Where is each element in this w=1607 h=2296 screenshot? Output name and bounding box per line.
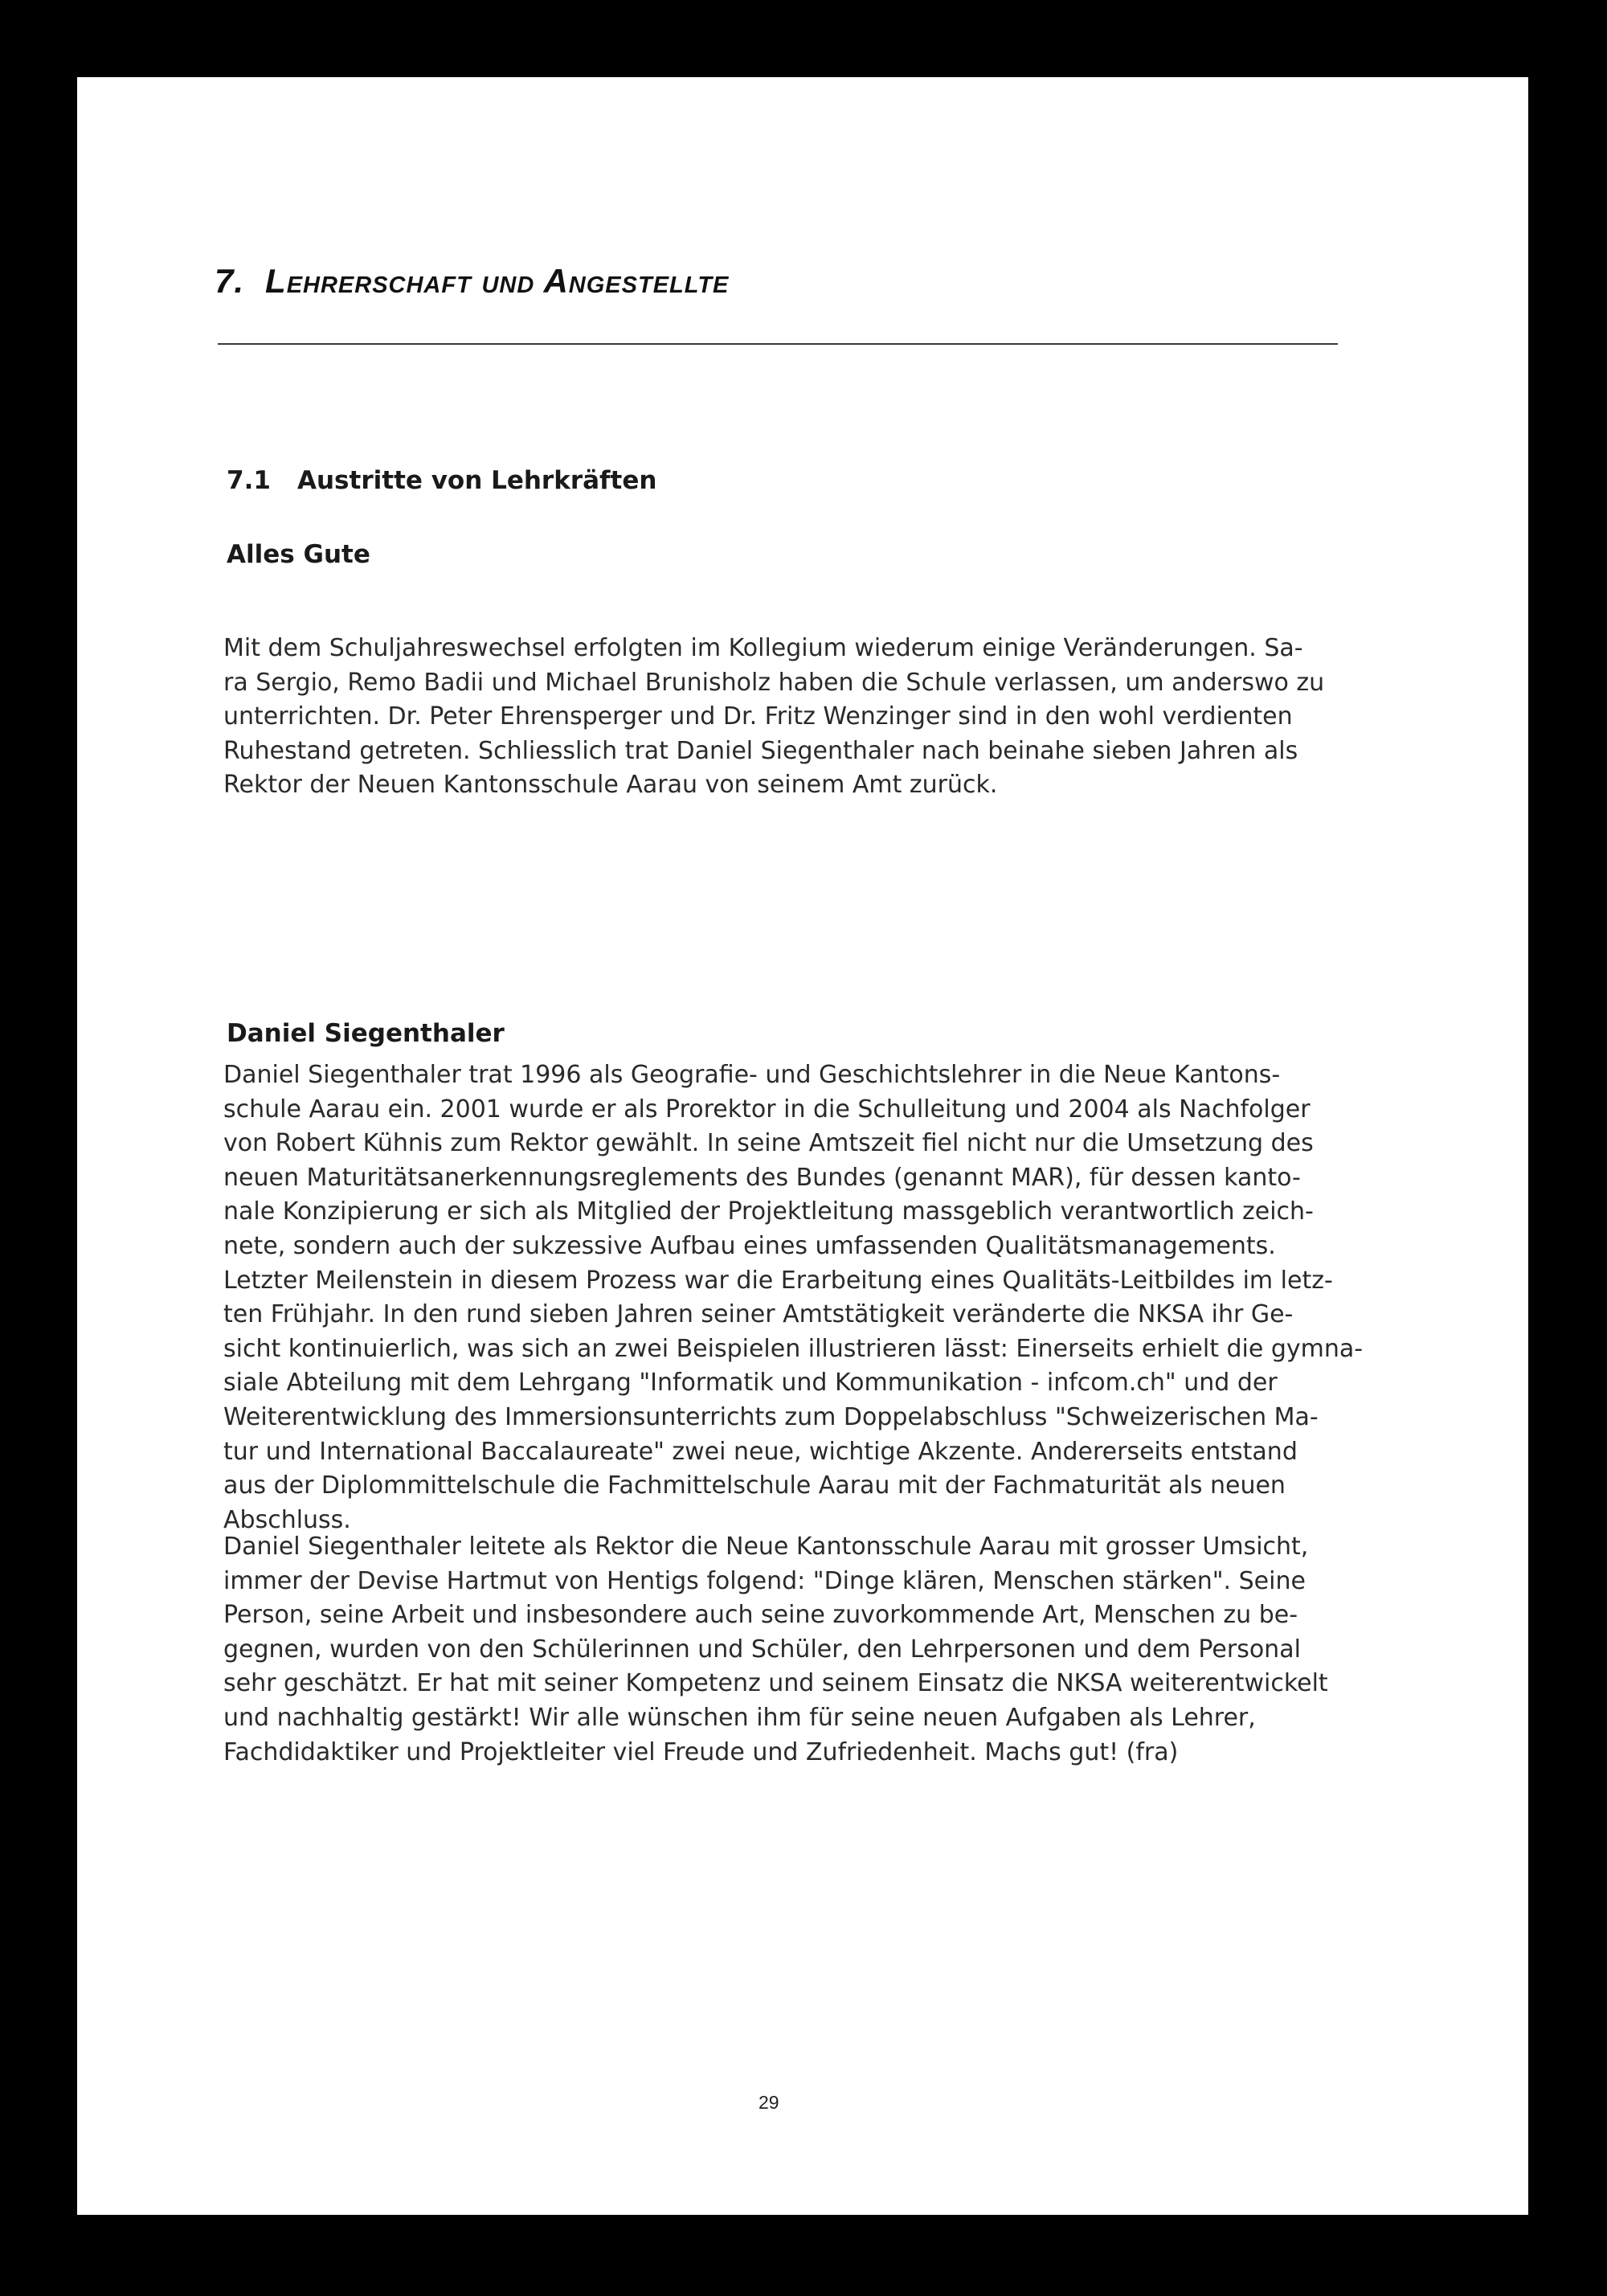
chapter-title [215, 262, 729, 301]
chapter-title-word1-initial: L [265, 262, 287, 300]
paragraph-alles-gute: Mit dem Schuljahreswechsel erfolgten im Kollegium wiederum einige Veränderungen. Sa- ra Sergio, Remo Badii und Michael Brunisholz haben die Schule verlassen, um anderswo zu unterrichten. Dr. Peter Ehrensperger und Dr. Fritz Wenzinger sind in den wohl verdienten Ruhestand getreten. Schliesslich trat Daniel Siegenthaler nach beinahe sieben Jahren als Rektor der Neuen Kantonsschule Aarau von seinem Amt zurück. [223, 634, 1325, 800]
paragraph-siegenthaler-career: Daniel Siegenthaler trat 1996 als Geografie- und Geschichtslehrer in die Neue Kantons- schule Aarau ein. 2001 wurde er als Prorektor in die Schulleitung und 2004 als Nachfolger von Robert Kühnis zum Rektor gewählt. In seine Amtszeit fiel nicht nur die Umsetzung des neuen Maturitätsanerkennungsreglements des Bundes (genannt MAR), für dessen kanto- nale Konzipierung er sich als Mitglied der Projektleitung massgeblich verantwortlich zeich- nete, sondern auch der sukzessive Aufbau eines umfassenden Qualitätsmanagements. Letzter Meilenstein in diesem Prozess war die Erarbeitung eines Qualitäts-Leitbildes im letz- ten Frühjahr. In den rund sieben Jahren seiner Amtstätigkeit veränderte die NKSA ihr Ge- sicht kontinuierlich, was sich an zwei Beispielen illustrieren lässt: Einerseits erhielt die gymna- siale Abteilung mit dem Lehrgang "Informatik und Kommunikation - infcom.ch" und der Weiterentwicklung des Immersionsunterrichts zum Doppelabschluss "Schweizerischen Ma- tur und International Baccalaureate" zwei neue, wichtige Akzente. Andererseits entstand aus der Diplommittelschule die Fachmittelschule Aarau mit der Fachmaturität als neuen Abschluss. [223, 1061, 1364, 1534]
section-title: Austritte von Lehrkräften [297, 466, 657, 495]
chapter-number: 7. [215, 262, 245, 300]
chapter-title-word2-initial: A [543, 262, 569, 300]
page-number: 29 [759, 2092, 779, 2113]
document-page [77, 77, 1528, 2215]
title-divider [218, 343, 1338, 345]
section-heading [227, 466, 656, 495]
subheading-daniel-siegenthaler: Daniel Siegenthaler [227, 1019, 505, 1048]
chapter-title-word2-rest: ngestellte [568, 262, 730, 300]
chapter-title-word1-rest: ehrerschaft [286, 262, 472, 300]
section-number: 7.1 [227, 466, 271, 495]
paragraph-siegenthaler-farewell: Daniel Siegenthaler leitete als Rektor die Neue Kantonsschule Aarau mit grosser Umsicht, immer der Devise Hartmut von Hentigs folgend: "Dinge klären, Menschen stärken". Seine Person, seine Arbeit und insbesondere auch seine zuvorkommende Art, Menschen zu be- gegnen, wurden von den Schülerinnen und Schüler, den Lehrpersonen und dem Personal sehr geschätzt. Er hat mit seiner Kompetenz und seinem Einsatz die NKSA weiterentwickelt und nachhaltig gestärkt! Wir alle wünschen ihm für seine neuen Aufgaben als Lehrer, Fachdidaktiker und Projektleiter viel Freude und Zufriedenheit. Machs gut! (fra) [223, 1533, 1328, 1766]
chapter-title-connector: und [481, 262, 535, 300]
subheading-alles-gute: Alles Gute [227, 540, 370, 569]
